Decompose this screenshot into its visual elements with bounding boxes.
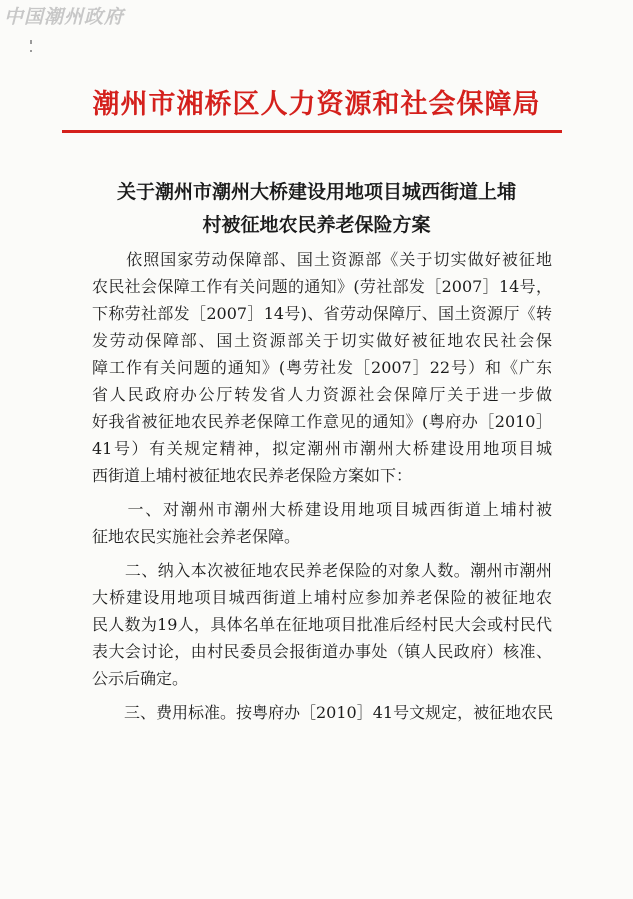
text-line: 41号）有关规定精神，拟定潮州市潮州大桥建设用地项目城 xyxy=(92,439,552,458)
text-line: 下称劳社部发［2007］14号)、省劳动保障厅、国土资源厅《转 xyxy=(92,304,552,323)
text-line: 公示后确定。 xyxy=(92,669,189,688)
text-line: 一、对潮州市潮州大桥建设用地项目城西街道上埔村被 xyxy=(92,500,552,519)
paragraph-spacer xyxy=(92,489,552,496)
text-line: 大桥建设用地项目城西街道上埔村应参加养老保险的被征地农 xyxy=(92,588,552,607)
text-line: 民人数为19人，具体名单在征地项目批准后经村民大会或村民代 xyxy=(92,615,552,634)
text-line: 征地农民实施社会养老保障。 xyxy=(92,527,301,546)
text-line: 障工作有关问题的通知》(粤劳社发［2007］22号）和《广东 xyxy=(92,358,552,377)
paragraph-item-2 xyxy=(92,557,552,692)
text-line: 好我省被征地农民养老保障工作意见的通知》(粤府办［2010］ xyxy=(92,412,552,431)
text-line: 二、纳入本次被征地农民养老保险的对象人数。潮州市潮州 xyxy=(92,561,552,580)
header-divider xyxy=(62,130,562,133)
paragraph-spacer xyxy=(92,550,552,557)
title-line: 村被征地农民养老保险方案 xyxy=(202,214,431,236)
paragraph-spacer xyxy=(92,692,552,699)
paragraph-item-1 xyxy=(92,496,552,550)
text-line: 西街道上埔村被征地农民养老保险方案如下： xyxy=(92,466,413,485)
text-line: 省人民政府办公厅转发省人力资源社会保障厅关于进一步做 xyxy=(92,385,552,404)
text-line: 三、费用标准。按粤府办［2010］41号文规定，被征地农民 xyxy=(92,703,554,722)
text-line: 发劳动保障部、国土资源部关于切实做好被征地农民社会保 xyxy=(92,331,552,350)
scan-speck xyxy=(30,40,32,44)
text-line: 表大会讨论，由村民委员会报街道办事处（镇人民政府）核准、 xyxy=(92,642,552,661)
document-title xyxy=(0,176,633,242)
document-body xyxy=(92,246,552,726)
paragraph-item-3 xyxy=(92,699,552,726)
watermark: 中国潮州政府 xyxy=(4,6,125,28)
title-line: 关于潮州市潮州大桥建设用地项目城西街道上埔 xyxy=(116,181,516,203)
text-line: 依照国家劳动保障部、国土资源部《关于切实做好被征地 xyxy=(92,250,552,269)
organization-header: 潮州市湘桥区人力资源和社会保障局 xyxy=(92,89,541,120)
text-line: 农民社会保障工作有关问题的通知》(劳社部发［2007］14号， xyxy=(92,277,552,296)
scan-speck xyxy=(30,50,32,52)
paragraph-preamble xyxy=(92,246,552,489)
